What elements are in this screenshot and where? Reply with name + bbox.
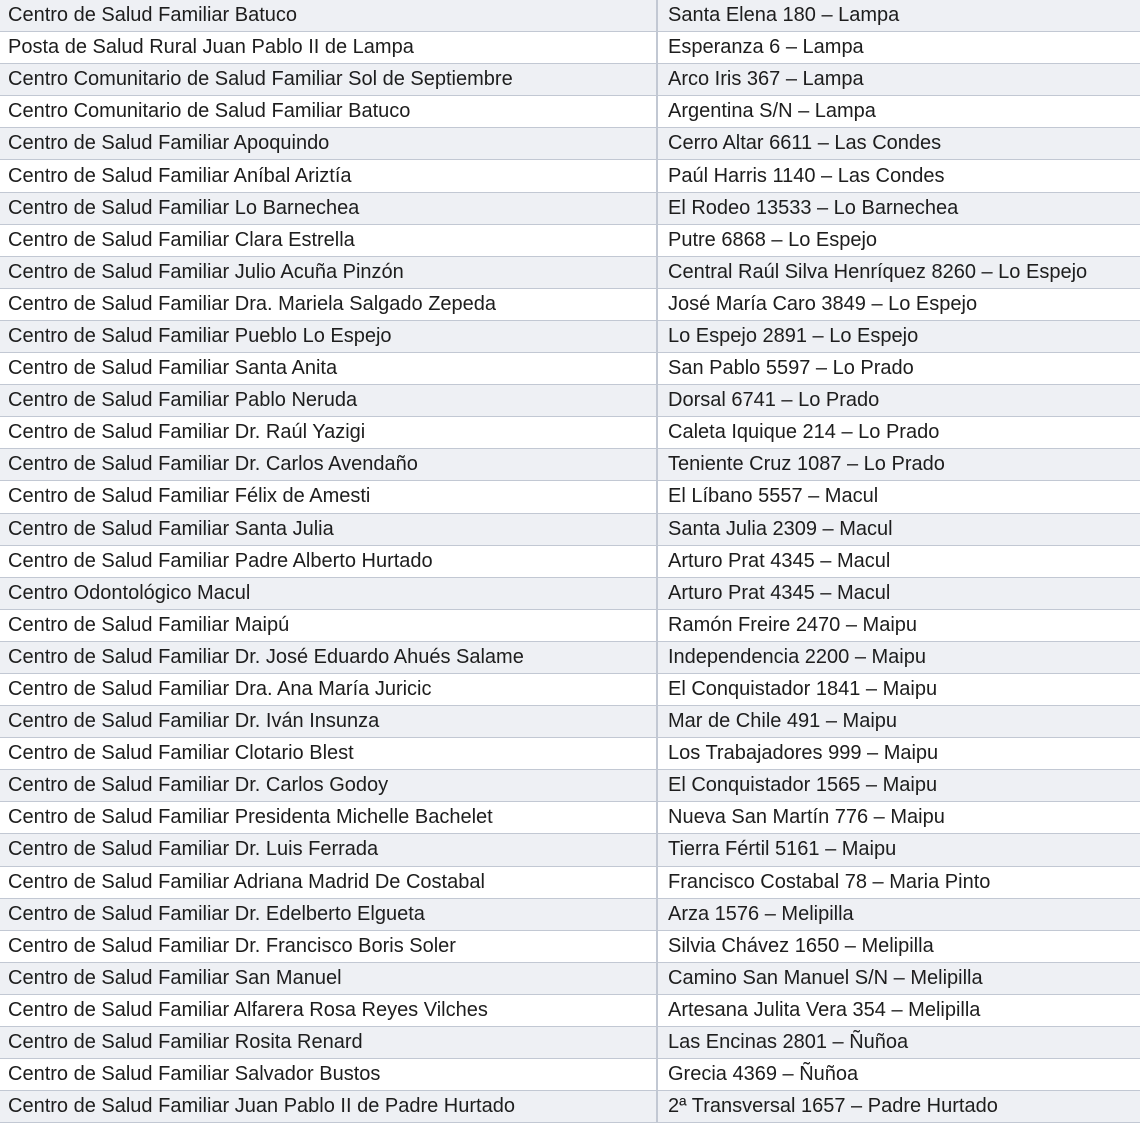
table-row bbox=[0, 64, 1140, 96]
center-name-cell: Centro de Salud Familiar Dr. Francisco Boris Soler bbox=[0, 930, 657, 962]
center-address-cell: Dorsal 6741 – Lo Prado bbox=[657, 385, 1140, 417]
center-name-cell: Centro de Salud Familiar Dra. Ana María Juricic bbox=[0, 673, 657, 705]
table-row bbox=[0, 1091, 1140, 1123]
center-name-cell: Centro Odontológico Macul bbox=[0, 577, 657, 609]
table-row bbox=[0, 834, 1140, 866]
center-name-cell: Centro de Salud Familiar Alfarera Rosa Reyes Vilches bbox=[0, 994, 657, 1026]
center-name-cell: Centro de Salud Familiar Padre Alberto Hurtado bbox=[0, 545, 657, 577]
center-address-cell: Francisco Costabal 78 – Maria Pinto bbox=[657, 866, 1140, 898]
center-name-cell: Centro de Salud Familiar Pablo Neruda bbox=[0, 385, 657, 417]
center-address-cell: Cerro Altar 6611 – Las Condes bbox=[657, 128, 1140, 160]
center-address-cell: Las Encinas 2801 – Ñuñoa bbox=[657, 1027, 1140, 1059]
center-name-cell: Centro de Salud Familiar Julio Acuña Pinzón bbox=[0, 256, 657, 288]
table-row bbox=[0, 577, 1140, 609]
center-address-cell: San Pablo 5597 – Lo Prado bbox=[657, 353, 1140, 385]
center-name-cell: Centro de Salud Familiar Dr. Iván Insunza bbox=[0, 706, 657, 738]
center-address-cell: Teniente Cruz 1087 – Lo Prado bbox=[657, 449, 1140, 481]
table-row bbox=[0, 96, 1140, 128]
table-row bbox=[0, 930, 1140, 962]
center-address-cell: El Líbano 5557 – Macul bbox=[657, 481, 1140, 513]
center-name-cell: Centro de Salud Familiar Dr. Carlos Godoy bbox=[0, 770, 657, 802]
center-name-cell: Centro de Salud Familiar Juan Pablo II de Padre Hurtado bbox=[0, 1091, 657, 1123]
center-address-cell: Central Raúl Silva Henríquez 8260 – Lo Espejo bbox=[657, 256, 1140, 288]
center-address-cell: Artesana Julita Vera 354 – Melipilla bbox=[657, 994, 1140, 1026]
center-name-cell: Centro de Salud Familiar Presidenta Michelle Bachelet bbox=[0, 802, 657, 834]
center-address-cell: Arturo Prat 4345 – Macul bbox=[657, 577, 1140, 609]
center-name-cell: Centro de Salud Familiar Santa Julia bbox=[0, 513, 657, 545]
center-name-cell: Centro de Salud Familiar Dr. Carlos Avendaño bbox=[0, 449, 657, 481]
table-row bbox=[0, 673, 1140, 705]
center-address-cell: Los Trabajadores 999 – Maipu bbox=[657, 738, 1140, 770]
center-address-cell: Lo Espejo 2891 – Lo Espejo bbox=[657, 320, 1140, 352]
table-row bbox=[0, 417, 1140, 449]
center-name-cell: Centro Comunitario de Salud Familiar Sol de Septiembre bbox=[0, 64, 657, 96]
center-name-cell: Centro de Salud Familiar Dra. Mariela Salgado Zepeda bbox=[0, 288, 657, 320]
table-row bbox=[0, 1027, 1140, 1059]
table-row bbox=[0, 32, 1140, 64]
table-row bbox=[0, 641, 1140, 673]
center-address-cell: Nueva San Martín 776 – Maipu bbox=[657, 802, 1140, 834]
table-row bbox=[0, 160, 1140, 192]
center-name-cell: Centro de Salud Familiar Adriana Madrid De Costabal bbox=[0, 866, 657, 898]
table-row bbox=[0, 353, 1140, 385]
center-address-cell: El Conquistador 1841 – Maipu bbox=[657, 673, 1140, 705]
table-row bbox=[0, 513, 1140, 545]
center-name-cell: Centro de Salud Familiar Apoquindo bbox=[0, 128, 657, 160]
table-row bbox=[0, 320, 1140, 352]
table-row bbox=[0, 256, 1140, 288]
table-row bbox=[0, 962, 1140, 994]
table-row bbox=[0, 770, 1140, 802]
table-row bbox=[0, 802, 1140, 834]
table-row bbox=[0, 385, 1140, 417]
table-row bbox=[0, 545, 1140, 577]
center-address-cell: Argentina S/N – Lampa bbox=[657, 96, 1140, 128]
center-address-cell: 2ª Transversal 1657 – Padre Hurtado bbox=[657, 1091, 1140, 1123]
center-name-cell: Centro de Salud Familiar Félix de Amesti bbox=[0, 481, 657, 513]
center-name-cell: Centro de Salud Familiar Rosita Renard bbox=[0, 1027, 657, 1059]
center-address-cell: Camino San Manuel S/N – Melipilla bbox=[657, 962, 1140, 994]
center-address-cell: Paúl Harris 1140 – Las Condes bbox=[657, 160, 1140, 192]
table-row bbox=[0, 994, 1140, 1026]
center-address-cell: Arza 1576 – Melipilla bbox=[657, 898, 1140, 930]
center-address-cell: Independencia 2200 – Maipu bbox=[657, 641, 1140, 673]
table-row bbox=[0, 866, 1140, 898]
table-row bbox=[0, 449, 1140, 481]
center-address-cell: Arco Iris 367 – Lampa bbox=[657, 64, 1140, 96]
center-name-cell: Centro de Salud Familiar Salvador Bustos bbox=[0, 1059, 657, 1091]
center-address-cell: El Conquistador 1565 – Maipu bbox=[657, 770, 1140, 802]
center-address-cell: Mar de Chile 491 – Maipu bbox=[657, 706, 1140, 738]
center-name-cell: Centro de Salud Familiar Clara Estrella bbox=[0, 224, 657, 256]
table-row bbox=[0, 898, 1140, 930]
center-address-cell: Silvia Chávez 1650 – Melipilla bbox=[657, 930, 1140, 962]
center-name-cell: Centro de Salud Familiar Lo Barnechea bbox=[0, 192, 657, 224]
center-name-cell: Centro de Salud Familiar Aníbal Ariztía bbox=[0, 160, 657, 192]
center-name-cell: Centro de Salud Familiar Dr. Luis Ferrada bbox=[0, 834, 657, 866]
table-row bbox=[0, 1059, 1140, 1091]
table-row bbox=[0, 224, 1140, 256]
center-name-cell: Centro de Salud Familiar Santa Anita bbox=[0, 353, 657, 385]
table-row bbox=[0, 192, 1140, 224]
center-address-cell: Arturo Prat 4345 – Macul bbox=[657, 545, 1140, 577]
center-address-cell: Caleta Iquique 214 – Lo Prado bbox=[657, 417, 1140, 449]
table-row bbox=[0, 706, 1140, 738]
table-row bbox=[0, 0, 1140, 32]
table-row bbox=[0, 481, 1140, 513]
center-address-cell: Grecia 4369 – Ñuñoa bbox=[657, 1059, 1140, 1091]
center-name-cell: Centro de Salud Familiar Maipú bbox=[0, 609, 657, 641]
center-name-cell: Centro de Salud Familiar Pueblo Lo Espejo bbox=[0, 320, 657, 352]
center-address-cell: Tierra Fértil 5161 – Maipu bbox=[657, 834, 1140, 866]
center-name-cell: Centro de Salud Familiar San Manuel bbox=[0, 962, 657, 994]
center-address-cell: Santa Elena 180 – Lampa bbox=[657, 0, 1140, 32]
table-row bbox=[0, 128, 1140, 160]
center-name-cell: Posta de Salud Rural Juan Pablo II de Lampa bbox=[0, 32, 657, 64]
center-address-cell: Santa Julia 2309 – Macul bbox=[657, 513, 1140, 545]
center-name-cell: Centro Comunitario de Salud Familiar Batuco bbox=[0, 96, 657, 128]
center-address-cell: Esperanza 6 – Lampa bbox=[657, 32, 1140, 64]
center-name-cell: Centro de Salud Familiar Dr. Edelberto Elgueta bbox=[0, 898, 657, 930]
table-row bbox=[0, 738, 1140, 770]
center-name-cell: Centro de Salud Familiar Clotario Blest bbox=[0, 738, 657, 770]
center-name-cell: Centro de Salud Familiar Dr. Raúl Yazigi bbox=[0, 417, 657, 449]
center-name-cell: Centro de Salud Familiar Dr. José Eduardo Ahués Salame bbox=[0, 641, 657, 673]
center-name-cell: Centro de Salud Familiar Batuco bbox=[0, 0, 657, 32]
center-address-cell: Putre 6868 – Lo Espejo bbox=[657, 224, 1140, 256]
center-address-cell: José María Caro 3849 – Lo Espejo bbox=[657, 288, 1140, 320]
center-address-cell: Ramón Freire 2470 – Maipu bbox=[657, 609, 1140, 641]
table-row bbox=[0, 609, 1140, 641]
center-address-cell: El Rodeo 13533 – Lo Barnechea bbox=[657, 192, 1140, 224]
table-row bbox=[0, 288, 1140, 320]
